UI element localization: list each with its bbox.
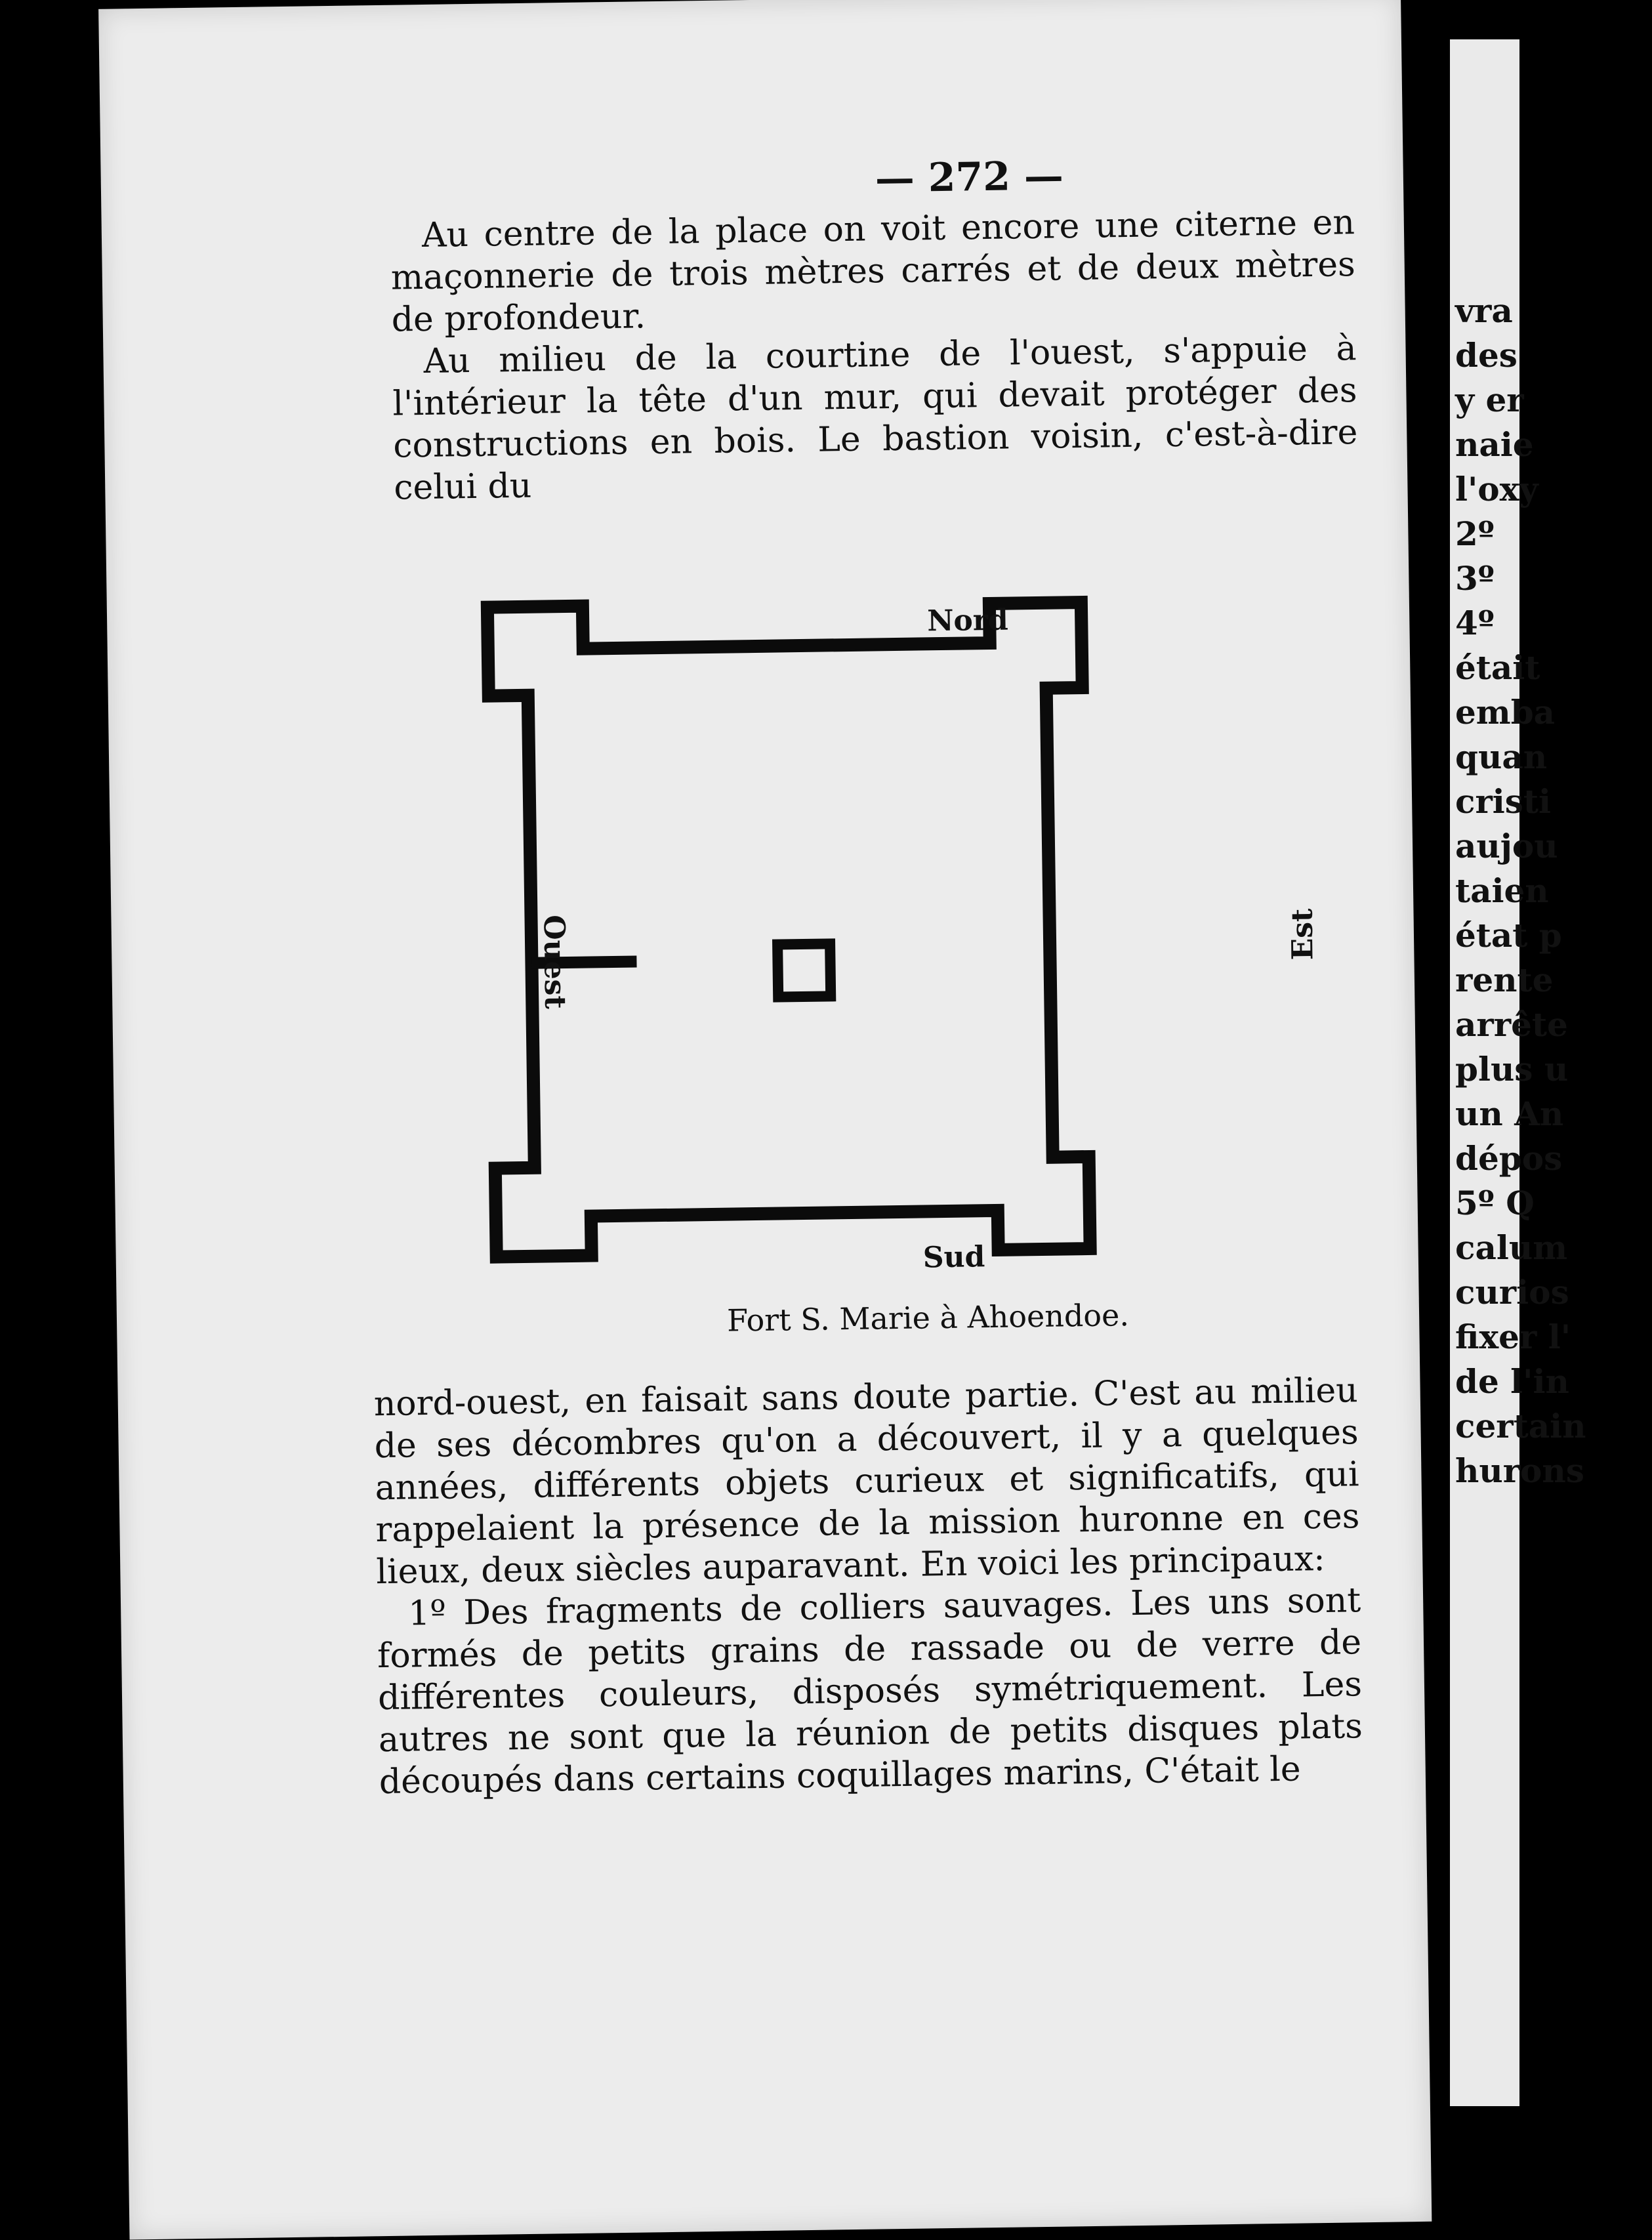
right-line: fixer l': [1455, 1317, 1571, 1356]
right-line: taien: [1455, 871, 1549, 910]
label-south: Sud: [922, 1240, 985, 1275]
right-line: 2º: [1455, 514, 1495, 553]
right-line: quan: [1455, 737, 1548, 776]
right-line: certain: [1455, 1407, 1586, 1445]
right-line: emba: [1455, 693, 1556, 732]
right-line: dépos: [1455, 1139, 1563, 1178]
top-text-block: [390, 201, 1359, 508]
right-line: cristi: [1455, 782, 1552, 821]
right-line: naie: [1455, 425, 1534, 464]
right-page-fragment: [1450, 39, 1586, 2106]
fort-plan-diagram: [474, 570, 1337, 1316]
right-line: y er: [1455, 381, 1524, 419]
right-line: 4º: [1455, 604, 1495, 642]
right-line: curios: [1455, 1273, 1569, 1312]
right-line: plus u: [1455, 1050, 1569, 1089]
label-west: Ouest: [537, 914, 572, 1010]
paragraph-cistern: Au centre de la place on voit encore une citerne en maçonnerie de trois mètres carrés et de deux mètres de profondeur.: [390, 203, 1356, 340]
fort-outer-wall: [487, 599, 1090, 1257]
right-line: arrête: [1455, 1005, 1568, 1044]
right-line: 5º Q: [1455, 1184, 1535, 1222]
fort-inner-wall: [507, 617, 1070, 1237]
right-line: rente: [1455, 961, 1554, 999]
cistern: [777, 944, 831, 997]
page-number: — 272 —: [875, 153, 1064, 202]
right-line: état p: [1455, 916, 1562, 955]
right-line: hurons: [1455, 1451, 1584, 1490]
paragraph-nord-ouest: nord-ouest, en faisait sans doute partie. C'est au milieu de ses décombres qu'on a découvert, il y a quelques années, différents objets curieux et significatifs, qui rappelaient la présence de la mission huronne en ces lieux, deux siècles auparavant. En voici les principaux:: [373, 1371, 1360, 1592]
right-line: l'oxy: [1455, 470, 1538, 508]
label-east: Est: [1285, 908, 1320, 961]
label-north: Nord: [926, 603, 1009, 638]
right-line: aujou: [1455, 827, 1558, 865]
right-line: calum: [1455, 1228, 1568, 1267]
diagram-caption: Fort S. Marie à Ahoendoe.: [726, 1297, 1130, 1338]
right-line: 3º: [1455, 559, 1495, 598]
paragraph-colliers: 1º Des fragments de colliers sauvages. Les uns sont formés de petits grains de rassade ou de verre de différentes couleurs, disposés symétriquement. Les autres ne sont que la réunion de petits disques plats découpés dans certains coquillages marins, C'était le: [377, 1581, 1363, 1802]
right-line: de l'in: [1455, 1362, 1569, 1401]
right-line: des: [1455, 336, 1518, 375]
bottom-text-block: [373, 1369, 1363, 1803]
right-line: était: [1455, 648, 1540, 687]
right-line: un An: [1455, 1094, 1564, 1133]
paragraph-courtine: Au milieu de la courtine de l'ouest, s'appuie à l'intérieur la tête d'un mur, qui devait protéger des constructions en bois. Le bastion voisin, c'est-à-dire celui du: [392, 329, 1358, 508]
left-page: [98, 0, 1432, 2240]
right-page-text: [1455, 289, 1652, 1493]
right-line: vra: [1455, 291, 1513, 330]
